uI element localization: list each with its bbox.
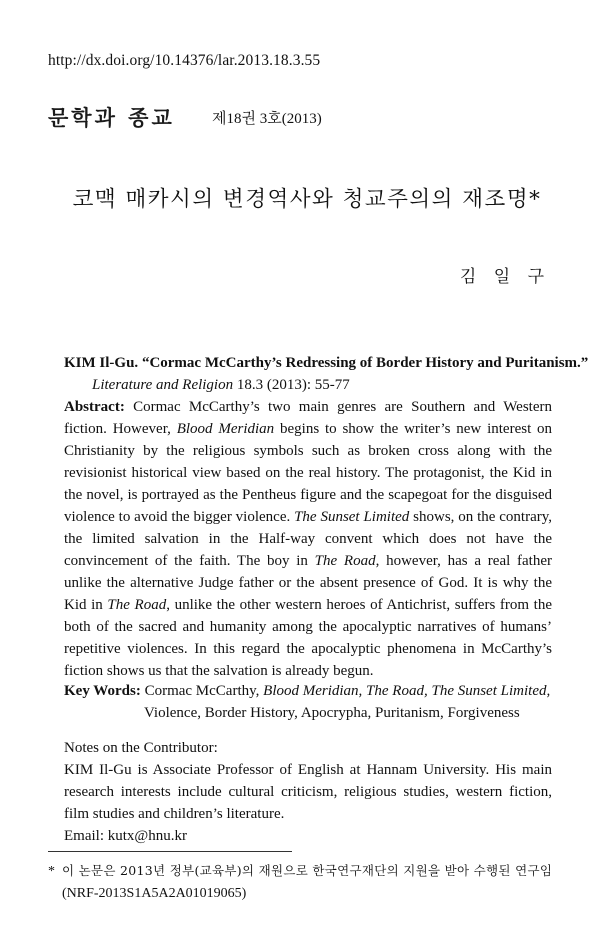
keywords-line-2: Violence, Border History, Apocrypha, Puritanism, Forgiveness <box>144 705 520 721</box>
article-title: 코맥 매카시의 변경역사와 청교주의의 재조명* <box>72 187 542 212</box>
citation-journal: Literature and Religion <box>92 377 234 393</box>
keywords-text: Cormac McCarthy, <box>144 683 260 699</box>
abstract-title-ref: The Sunset Limited <box>294 509 410 525</box>
contributor-notes <box>64 737 552 847</box>
citation <box>64 352 589 396</box>
abstract-text: Cormac McCarthy’s two main genres are Southern and Western fiction. However, <box>64 399 552 437</box>
journal-name: 문학과 종교 <box>48 106 175 130</box>
keywords-label: Key Words: <box>64 683 141 699</box>
keywords-titles: Blood Meridian, The Road, The Sunset Limited, <box>263 683 551 699</box>
abstract-title-ref: The Road <box>314 553 376 569</box>
abstract <box>64 396 552 682</box>
contributor-email[interactable]: Email: kutx@hnu.kr <box>64 828 187 844</box>
footnote-text: 이 논문은 2013년 정부(교육부)의 재원으로 한국연구재단의 지원을 받아 수행된 연구임 <box>62 863 553 878</box>
footnote-line-1 <box>48 860 558 883</box>
abstract-text: shows, on the contrary, the limited salvation in the Half-way convent which does not have the convincement of the faith. The boy in <box>64 509 553 569</box>
footnote-mark: * <box>48 864 55 879</box>
citation-author: KIM Il-Gu. <box>64 355 139 371</box>
contributor-bio: KIM Il-Gu is Associate Professor of English at Hannam University. His main research interests include cultural criticism, religious studies, western fiction, film studies and children’s literature. <box>64 762 552 822</box>
abstract-text: , however, has a real father unlike the alternative Judge father or the absent presence of God. It is why the Kid in <box>64 553 552 613</box>
citation-details: 18.3 (2013): 55-77 <box>236 377 350 393</box>
abstract-label: Abstract: <box>64 399 125 415</box>
citation-line-2 <box>64 374 552 396</box>
footnote <box>48 860 558 905</box>
contributor-heading: Notes on the Contributor: <box>64 740 218 756</box>
article-author: 김 일 구 <box>459 267 550 287</box>
doi-link[interactable]: http://dx.doi.org/10.14376/lar.2013.18.3.55 <box>48 52 321 69</box>
abstract-text: begins to show the writer’s new interest on Christianity by the religious symbols such as broken cross along with the revisionist historical view based on the real history. The protagonist, the Kid in the novel, is portrayed as the Pentheus figure and the scapegoat for the disguised violence to avoid the bigger violence. <box>64 421 553 525</box>
citation-title: “Cormac McCarthy’s Redressing of Border History and Puritanism.” <box>141 355 589 371</box>
keywords <box>64 680 552 724</box>
abstract-title-ref: Blood Meridian <box>176 421 275 437</box>
abstract-text: , unlike the other western heroes of Antichrist, suffers from the both of the sacred and humanity among the apocalyptic narratives of humans’ repetitive violences. In this regard the apocalyptic phenomena in McCarthy’s fiction shows us that the salvation is already begun. <box>64 597 553 679</box>
keywords-line-1 <box>64 680 552 702</box>
abstract-title-ref: The Road <box>107 597 167 613</box>
footnote-grant: (NRF-2013S1A5A2A01019065) <box>62 886 247 901</box>
issue-number: 제18권 3호(2013) <box>212 111 322 127</box>
footnote-divider <box>48 851 292 852</box>
citation-line-1 <box>64 352 589 374</box>
